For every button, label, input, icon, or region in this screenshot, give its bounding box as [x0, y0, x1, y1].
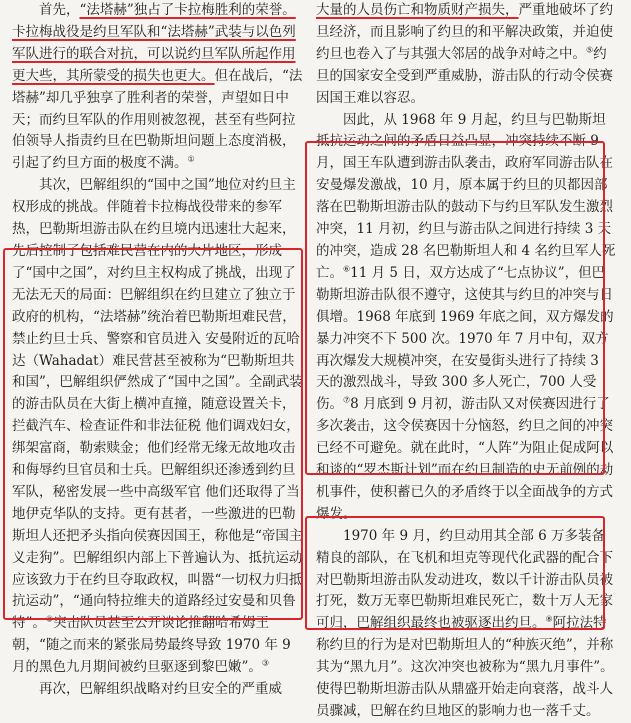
- paragraph-casualties: [316, 0, 616, 110]
- text-segment: 8 月底到 9 月初，游击队又对侯赛因进行了多次袭击，这令侯赛因十分恼怒，约旦之间的冲突已经不可避免。就在此时，“人阵”为阻止促成阿以和谈的“罗杰斯计划”而在约旦制造的史无前例的劫机事件，使积蓄已久的矛盾终于以全面战争的方式爆发。: [316, 396, 614, 522]
- text-segment: 阿拉法特称约旦的行为是对巴勒斯坦人的“种族灭绝”，并称其为“黑九月”。这次冲突也被称为“黑九月事件”。使得巴勒斯坦游击队从鼎盛开始走向衰落，战斗人员骤减，巴解在约旦地区的影响力也一落千丈。: [316, 615, 614, 719]
- text-segment: 首先，: [39, 2, 80, 18]
- text-segment: 突击队员甚至公开谈论推翻哈希姆王朝，“随之而来的紧张局势最终导致 1970 年 9 月的黑色九月期间被约旦驱逐到黎巴嫩”。: [12, 615, 291, 676]
- footnote-marker: ⑥: [343, 264, 351, 274]
- left-column: [12, 0, 304, 701]
- footnote-marker: ⑧: [545, 614, 553, 624]
- footnote-marker: ②: [45, 614, 54, 624]
- text-segment: 但在战后，“法塔赫”却几乎独享了胜利者的荣誉，声望如日中天；而约旦军队的作用则被忽视，甚至有些阿拉伯领导人指责约旦在巴勒斯坦问题上态度消极，引起了约旦方面的极度不满。: [12, 67, 303, 172]
- footnote-marker: ①: [187, 154, 195, 164]
- paragraph-black-september: [316, 526, 616, 723]
- footnote-marker: ⑤: [586, 45, 594, 55]
- underlined-text: 大量的人员伤亡和物质财产损失，: [316, 2, 519, 18]
- underlined-text: “法塔赫”独占了卡拉梅胜利的荣誉。: [79, 2, 296, 18]
- text-segment: 约旦的国家安全受到严重威胁，游击队的行动令侯赛因国王难以容忍。: [316, 45, 613, 106]
- text-segment: 其次，巴解组织的“国中之国”地位对约旦主权形成的挑战。伴随着卡拉梅战役带来的参军热，巴勒斯坦游击队在约旦境内迅速壮大起来，先后控制了包括难民营在内的大片地区，形成了“国中之国”，对约旦主权构成了挑战，出现了无法无天的局面：巴解组织在约旦建立了独立于政府的机构，“法塔赫”统治着巴勒斯坦难民营，禁止约旦士兵、警察和官员进入 安曼附近的瓦哈达（Wahadat）难民营甚至被称为“巴勒斯坦共和国”，巴解组织俨然成了“国中之国”。全副武装的游击队员在大街上横冲直撞，随意设置关卡，拦截汽车、检查证件和非法征税 他们调戏妇女，绑架富商，勒索赎金；他们经常无缘无故地攻击和侮辱约旦官员和士兵。巴解组织还渗透到约旦军队，秘密发展一些中高级军官 他们还取得了当地伊克华队的支持。更有甚者，一些激进的巴勒斯坦人还把矛头指向侯赛因国王，称他是“帝国主义走狗”。巴解组织内部上下普遍认为、抵抗运动应该致力于在约旦夺取政权，叫嚣“一切权力归抵抗运动”，“通向特拉维夫的道路经过安曼和贝鲁特”。: [12, 177, 303, 632]
- text-segment: 1970 年 9 月，约旦动用其全部 6 万多装备精良的部队，在飞机和坦克等现代化武器的配合下对巴勒斯坦游击队发动进攻，数以千计游击队员被打死，数万无辜巴勒斯坦难民死亡，数十万人无家可归，巴解组织最终也被驱逐出约旦。: [316, 527, 613, 632]
- paragraph-security-threat: 再次，巴解组织战略对约旦安全的严重威: [39, 681, 282, 698]
- footnote-marker: ⑦: [343, 395, 351, 405]
- footnote-marker: ③: [261, 658, 270, 668]
- text-segment: 因此，从 1968 年 9 月起，约旦与巴勒斯坦抵抗运动之间的矛盾日益凸显，冲突持续不断 9 月，国王车队遭到游击队袭击，政府军同游击队在安曼爆发激战，10 月，原本属于约旦的贝都因部落在巴勒斯坦游击队的鼓动下与约旦军队发生激烈冲突，11 月初，约旦与游击队之间进行持续 3 天的冲突，造成 28 名巴勒斯坦人和 4 名约旦军人死亡。: [316, 111, 616, 281]
- underlined-text: 卡拉梅战役是约旦军队和“法塔赫”武装与以色列军队进行的联合对抗，可以说约旦军队所起作用更大些，其所蒙受的损失也更大。: [12, 23, 296, 84]
- text-segment: 严重地破坏了约旦经济，而且影响了约旦的和平解决政策，并迫使约旦也卷入了与其强大邻居的战争对峙之中。: [316, 2, 613, 62]
- paragraph-karameh-glory: [12, 0, 304, 175]
- paragraph-state-within-state: [12, 175, 304, 679]
- paragraph-conflict-escalation: [316, 110, 616, 526]
- text-segment: 11 月 5 日，双方达成了“七点协议”，但巴勒斯坦游击队很不遵守，这使其与约旦的冲突与日俱增。1968 年底到 1969 年底之间，双方爆发的暴力冲突不下 500 次。1970 年 7 月中旬，双方再次爆发大规模冲突，在安曼街头进行了持续 3 天的激烈战斗，导致 300 多人死亡，700 人受伤。: [316, 264, 614, 413]
- right-column: [316, 0, 616, 723]
